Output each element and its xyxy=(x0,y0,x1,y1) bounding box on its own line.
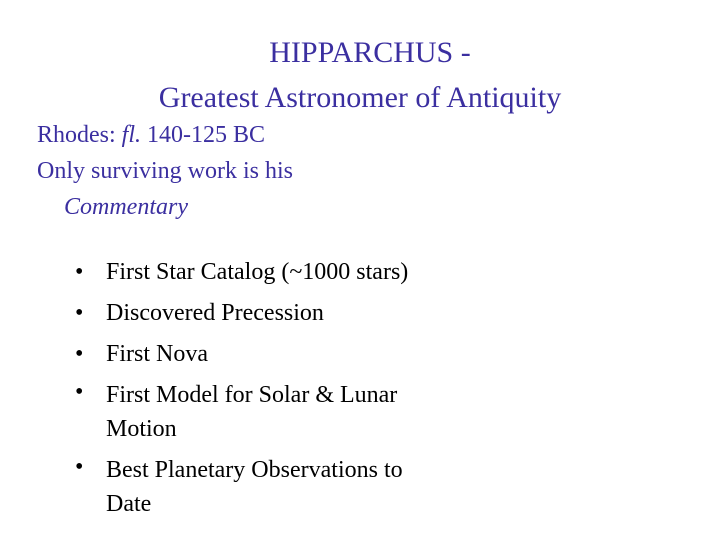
commentary-title: Commentary xyxy=(64,194,188,220)
list-item xyxy=(0,375,486,450)
bullet-icon: • xyxy=(75,259,84,285)
title-line-2: Greatest Astronomer of Antiquity xyxy=(158,81,562,114)
list-item-text-continued: Date xyxy=(106,491,152,517)
list-item-text: Discovered Precession xyxy=(106,300,324,326)
list-item-text: First Model for Solar & Lunar xyxy=(106,382,398,408)
bullet-icon: • xyxy=(75,454,84,480)
list-item xyxy=(0,293,486,334)
list-item xyxy=(0,450,486,525)
rhodes-line xyxy=(37,117,293,153)
rhodes-prefix: Rhodes: xyxy=(37,122,122,148)
slide-title xyxy=(0,30,720,120)
intro-text xyxy=(37,117,293,225)
rhodes-dates: 140-125 BC xyxy=(141,122,266,148)
list-item-text: Best Planetary Observations to xyxy=(106,457,403,483)
list-item xyxy=(0,334,486,375)
floruit-abbrev: fl. xyxy=(121,122,142,148)
bullet-icon: • xyxy=(75,341,84,367)
list-item-text: First Nova xyxy=(106,341,208,367)
list-item-text: First Star Catalog (~1000 stars) xyxy=(106,259,409,285)
list-item-text-continued: Motion xyxy=(106,416,177,442)
title-line-1: HIPPARCHUS - xyxy=(269,36,471,69)
list-item xyxy=(0,252,486,293)
bullet-icon: • xyxy=(75,379,84,405)
surviving-work-line: Only surviving work is his xyxy=(37,158,294,184)
bullet-icon: • xyxy=(75,300,84,326)
achievements-list xyxy=(0,252,486,525)
